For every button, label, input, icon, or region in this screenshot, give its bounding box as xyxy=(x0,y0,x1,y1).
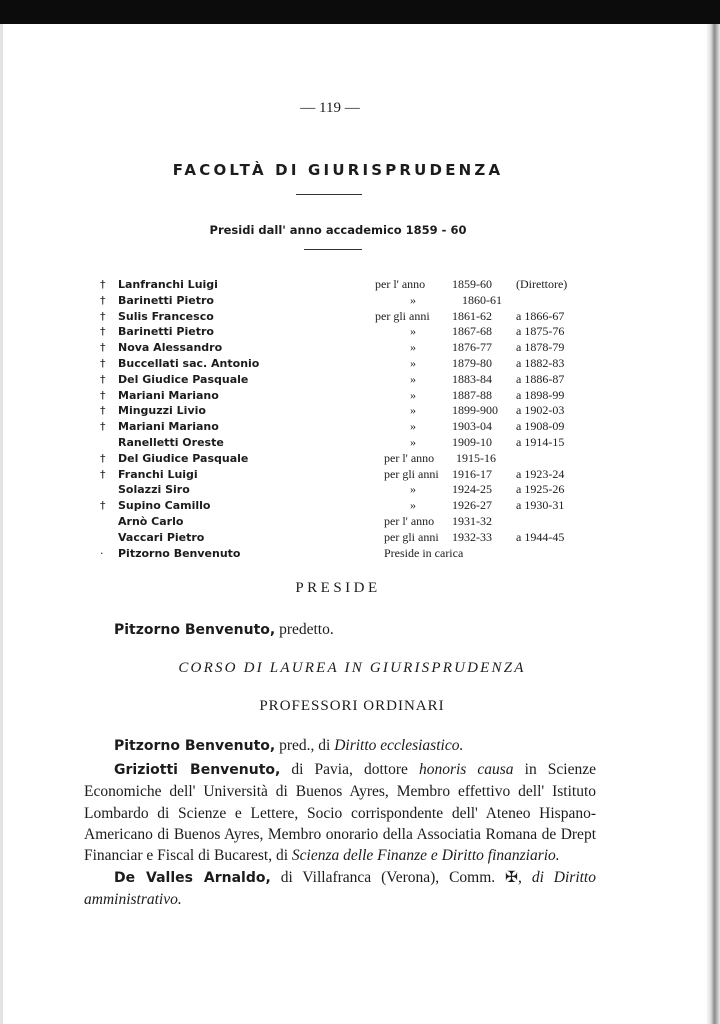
term-end: a 1908-09 xyxy=(516,419,565,434)
presidi-row xyxy=(100,403,620,419)
preside-name: Franchi Luigi xyxy=(118,467,198,481)
cross-mark: † xyxy=(100,467,106,481)
term-label: » xyxy=(410,403,416,418)
preside-name: Del Giudice Pasquale xyxy=(118,451,249,465)
professori-heading: PROFESSORI ORDINARI xyxy=(259,698,445,714)
professor-entry xyxy=(84,759,596,866)
professor-honor: honoris causa xyxy=(418,761,514,778)
professor-text: pred., di xyxy=(275,737,335,754)
term-end: a 1882-83 xyxy=(516,355,565,370)
preside-name: Supino Camillo xyxy=(118,499,211,513)
term-end: a 1923-24 xyxy=(516,466,565,481)
term-start: 1879-80 xyxy=(452,355,492,370)
cross-mark: † xyxy=(100,325,106,339)
term-start: 1861-62 xyxy=(452,308,492,323)
term-label: » xyxy=(410,355,416,370)
presidi-row xyxy=(100,388,620,404)
term-start: 1876-77 xyxy=(452,340,492,355)
title-divider xyxy=(296,194,362,195)
preside-name: Ranelletti Oreste xyxy=(118,435,224,449)
preside-name: Lanfranchi Luigi xyxy=(118,278,218,291)
preside-entry xyxy=(84,619,596,641)
term-end: a 1914-15 xyxy=(516,434,565,449)
professor-text: in Scienze Economiche dell' Università di Buenos Ayres, Membro effettivo dell' Istituto Lombardo di Scienze e Lettere, Socio corrispondente dell' Ateneo Hispano-Americano di Buenos Ayres, Membro onorario della Associatia Romana de Drept Financiar e Fiscal di Bucarest, di xyxy=(84,761,596,865)
preside-name: Barinetti Pietro xyxy=(118,325,214,339)
term-start: 1899-900 xyxy=(452,403,498,418)
term-label: » xyxy=(410,371,416,386)
professor-text: di Villafranca (Verona), Comm. ✠, xyxy=(270,869,532,886)
presidi-row xyxy=(100,530,620,546)
term-start: 1931-32 xyxy=(452,513,492,528)
heading-divider xyxy=(304,249,362,250)
term-label: » xyxy=(410,324,416,339)
preside-name: Mariani Mariano xyxy=(118,420,219,434)
preside-name: Barinetti Pietro xyxy=(118,293,214,307)
term-start: 1867-68 xyxy=(452,324,492,339)
term-start: 1883-84 xyxy=(452,371,492,386)
term-label: per gli anni xyxy=(384,466,439,481)
term-label: » xyxy=(410,292,416,307)
term-end: a 1878-79 xyxy=(516,340,565,355)
presidi-row xyxy=(100,482,620,498)
term-label: per gli anni xyxy=(384,529,439,544)
professor-subject: di Diritto amministrativo. xyxy=(84,869,596,909)
term-start: 1860-61 xyxy=(462,292,502,307)
cross-mark: · xyxy=(100,546,104,560)
term-end: (Direttore) xyxy=(516,277,568,291)
term-label: Preside in carica xyxy=(384,545,464,560)
term-end: a 1902-03 xyxy=(516,403,565,418)
professor-entry xyxy=(84,867,596,911)
presidi-row xyxy=(100,435,620,451)
cross-mark: † xyxy=(100,388,106,402)
presidi-row xyxy=(100,356,620,372)
term-start: 1926-27 xyxy=(452,498,492,513)
scan-binding-edge xyxy=(706,24,720,1024)
preside-name: Arnò Carlo xyxy=(118,514,184,528)
professor-name: De Valles Arnaldo, xyxy=(114,870,271,886)
preside-name: Solazzi Siro xyxy=(118,483,190,497)
term-start: 1924-25 xyxy=(452,482,492,497)
preside-name: Nova Alessandro xyxy=(118,341,223,355)
term-label: per l' anno xyxy=(384,450,435,465)
preside-name: Vaccari Pietro xyxy=(118,530,205,544)
scan-top-border xyxy=(0,0,720,24)
presidi-row xyxy=(100,372,620,388)
presidi-row xyxy=(100,277,620,293)
term-end: a 1930-31 xyxy=(516,498,565,513)
cross-mark: † xyxy=(100,420,106,434)
cross-mark: † xyxy=(100,293,106,307)
presidi-row xyxy=(100,293,620,309)
preside-name: Mariani Mariano xyxy=(118,388,219,402)
term-end: a 1925-26 xyxy=(516,482,565,497)
term-start: 1932-33 xyxy=(452,529,492,544)
term-start: 1859-60 xyxy=(452,277,492,291)
cross-mark: † xyxy=(100,499,106,513)
term-start: 1916-17 xyxy=(452,466,492,481)
cross-mark: † xyxy=(100,404,106,418)
term-end: a 1886-87 xyxy=(516,371,565,386)
term-end: a 1944-45 xyxy=(516,529,565,544)
term-label: per l' anno xyxy=(375,277,426,291)
presidi-row xyxy=(100,324,620,340)
faculty-title: FACOLTÀ DI GIURISPRUDENZA xyxy=(172,161,504,179)
presidi-row xyxy=(100,451,620,467)
presidi-row xyxy=(100,340,620,356)
term-start: 1887-88 xyxy=(452,387,492,402)
presidi-row xyxy=(100,498,620,514)
term-label: » xyxy=(410,482,416,497)
presidi-row xyxy=(100,309,620,325)
term-start: 1909-10 xyxy=(452,434,492,449)
term-label: » xyxy=(410,419,416,434)
preside-entry-text: predetto. xyxy=(275,621,334,638)
preside-name: Pitzorno Benvenuto xyxy=(118,546,241,560)
cross-mark: † xyxy=(100,309,106,323)
preside-name: Del Giudice Pasquale xyxy=(118,372,249,386)
term-end: a 1898-99 xyxy=(516,387,565,402)
term-start: 1915-16 xyxy=(456,450,496,465)
preside-entry-name: Pitzorno Benvenuto, xyxy=(114,622,276,638)
professor-subject: Scienza delle Finanze e Diritto finanziario. xyxy=(291,847,560,865)
presidi-row xyxy=(100,467,620,483)
presidi-heading: Presidi dall' anno accademico 1859 - 60 xyxy=(209,223,467,237)
cross-mark: † xyxy=(100,356,106,370)
term-end: a 1866-67 xyxy=(516,308,565,323)
presidi-list xyxy=(100,277,620,561)
presidi-row xyxy=(100,546,620,562)
term-label: » xyxy=(410,434,416,449)
professor-name: Pitzorno Benvenuto, xyxy=(114,738,276,754)
term-label: » xyxy=(410,387,416,402)
preside-name: Sulis Francesco xyxy=(118,309,214,323)
professor-entry xyxy=(84,735,596,757)
cross-mark: † xyxy=(100,451,106,465)
cross-mark: † xyxy=(100,278,106,291)
term-label: per l' anno xyxy=(384,513,435,528)
presidi-row xyxy=(100,514,620,530)
presidi-row xyxy=(100,419,620,435)
term-label: » xyxy=(410,340,416,355)
professor-subject: Diritto ecclesiastico. xyxy=(334,737,464,754)
cross-mark: † xyxy=(100,372,106,386)
term-end: a 1875-76 xyxy=(516,324,565,339)
preside-name: Buccellati sac. Antonio xyxy=(118,356,260,370)
professor-name: Griziotti Benvenuto, xyxy=(114,762,281,778)
page-number: — 119 — xyxy=(300,100,360,116)
term-start: 1903-04 xyxy=(452,419,492,434)
preside-heading: PRESIDE xyxy=(295,580,381,596)
corso-heading: CORSO DI LAUREA IN GIURISPRUDENZA xyxy=(178,660,526,676)
professor-text: di Pavia, dottore xyxy=(280,761,419,778)
term-label: per gli anni xyxy=(375,308,430,323)
term-label: » xyxy=(410,498,416,513)
cross-mark: † xyxy=(100,341,106,355)
preside-name: Minguzzi Livio xyxy=(118,404,206,418)
